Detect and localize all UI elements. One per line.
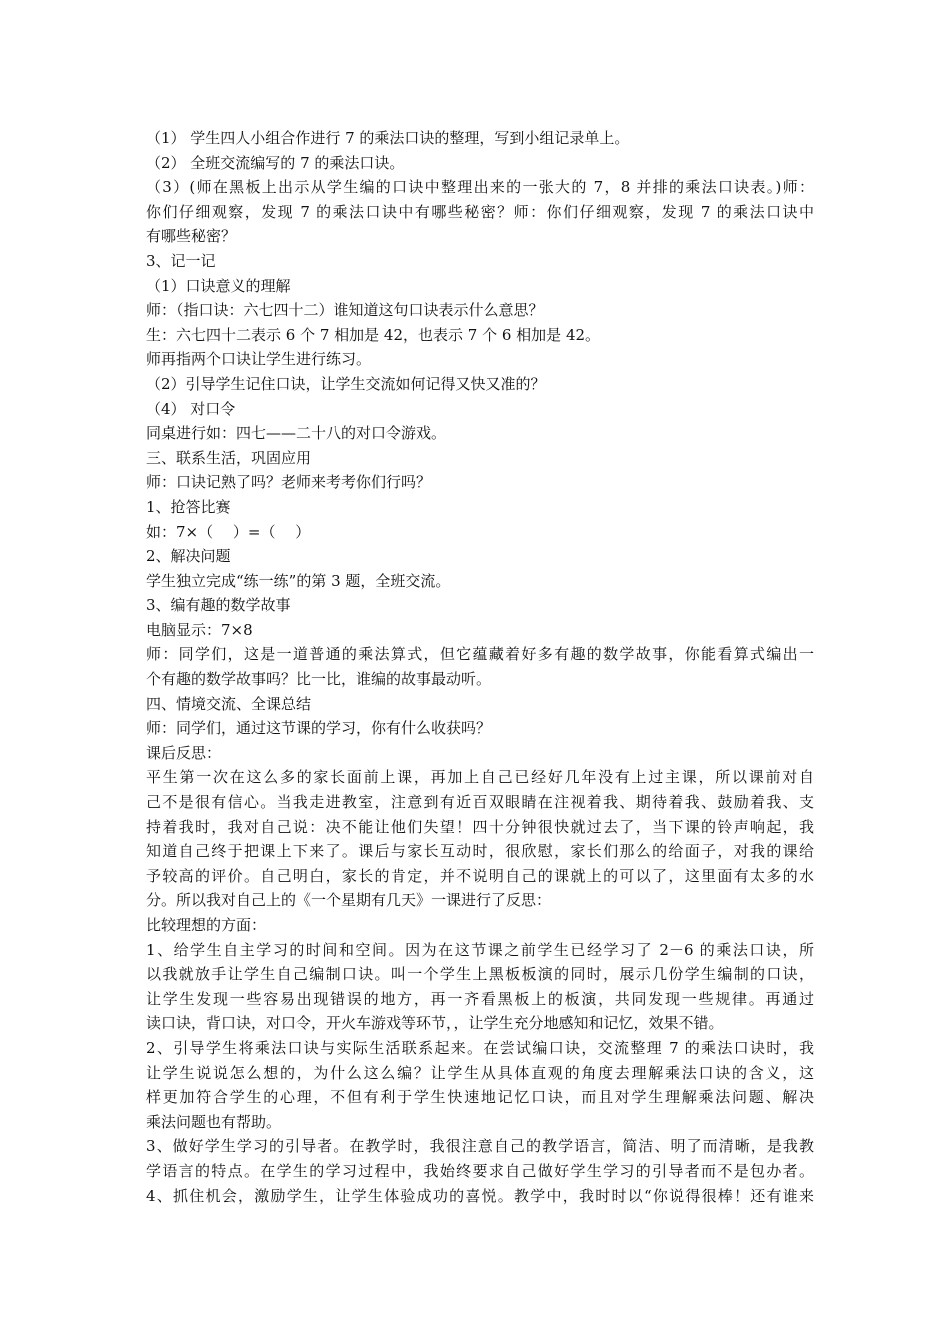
text-line: 乘法问题也有帮助。 (146, 1112, 282, 1131)
text-line: 2、引导学生将乘法口诀与实际生活联系起来。在尝试编口诀，交流整理 7 的乘法口诀时，我 (146, 1038, 814, 1057)
text-line: 以我就放手让学生自己编制口诀。叫一个学生上黑板板演的同时，展示几份学生编制的口诀， (146, 965, 814, 984)
text-line: （1）口诀意义的理解 (146, 276, 291, 295)
text-line: 师：同学们，通过这节课的学习，你有什么收获吗？ (146, 719, 492, 738)
text-line: 1、抢答比赛 (146, 497, 231, 516)
text-line: 同桌进行如：四七——二十八的对口令游戏。 (146, 424, 447, 443)
text-line: 予较高的评价。自己明白，家长的肯定，并不说明自己的课就上的可以了，这里面有太多的水 (146, 866, 814, 885)
text-line: 己不是很有信心。当我走进教室，注意到有近百双眼睛在注视着我、期待着我、鼓励着我、支 (146, 793, 814, 812)
text-line: 你们仔细观察，发现 7 的乘法口诀中有哪些秘密？师：你们仔细观察，发现 7 的乘法口诀中 (146, 202, 814, 221)
text-line: 持着我时，我对自己说：决不能让他们失望！四十分钟很快就过去了，当下课的铃声响起，我 (146, 817, 814, 836)
text-line: 2、解决问题 (146, 547, 231, 566)
text-line: （4） 对口令 (146, 399, 236, 418)
text-line: 让学生说说怎么想的，为什么这么编？让学生从具体直观的角度去理解乘法口诀的含义，这 (146, 1063, 814, 1082)
text-line: 师：口诀记熟了吗？老师来考考你们行吗？ (146, 473, 432, 492)
text-line: 比较理想的方面： (146, 916, 267, 934)
text-line: （1） 学生四人小组合作进行 7 的乘法口诀的整理，写到小组记录单上。 (146, 129, 630, 147)
text-line: 如：7×（ ）=（ ） (146, 522, 311, 541)
document-page (146, 126, 814, 1208)
text-line: （3）(师在黑板上出示从学生编的口诀中整理出来的一张大的 7，8 并排的乘法口诀表。)师： (146, 178, 814, 197)
text-line: 4、抓住机会，激励学生，让学生体验成功的喜悦。教学中，我时时以“你说得很棒！还有谁来 (146, 1186, 814, 1205)
text-line: 样更加符合学生的心理，不但有利于学生快速地记忆口诀，而且对学生理解乘法问题、解决 (146, 1088, 814, 1107)
text-line: 读口诀，背口诀，对口令，开火车游戏等环节，，让学生充分地感知和记忆，效果不错。 (146, 1014, 724, 1033)
text-line: 3、编有趣的数学故事 (146, 596, 291, 615)
text-line: 四、情境交流、全课总结 (146, 694, 312, 713)
text-line: 师：同学们，这是一道普通的乘法算式，但它蕴藏着好多有趣的数学故事，你能看算式编出一 (146, 645, 814, 664)
text-line: 师：（指口诀：六七四十二）谁知道这句口诀表示什么意思？ (146, 301, 544, 320)
text-line: 1、给学生自主学习的时间和空间。因为在这节课之前学生已经学习了 2－6 的乘法口诀，所 (146, 940, 814, 959)
text-line: 个有趣的数学故事吗？比一比，谁编的故事最动听。 (146, 670, 492, 689)
text-line: 电脑显示：7×8 (146, 620, 253, 639)
text-line: 师再指两个口诀让学生进行练习。 (146, 350, 372, 369)
text-line: （2） 全班交流编写的 7 的乘法口诀。 (146, 153, 405, 172)
text-line: 3、记一记 (146, 251, 216, 270)
text-line: 有哪些秘密？ (146, 227, 237, 246)
text-line: 课后反思： (146, 743, 222, 762)
text-line: （2）引导学生记住口诀，让学生交流如何记得又快又准的？ (146, 374, 546, 393)
text-line: 分。所以我对自己上的《一个星期有几天》一课进行了反思： (146, 891, 552, 910)
text-line: 平生第一次在这么多的家长面前上课，再加上自己已经好几年没有上过主课，所以课前对自 (146, 768, 814, 787)
text-line: 学生独立完成“练一练”的第 3 题，全班交流。 (146, 571, 451, 590)
text-line: 知道自己终于把课上下来了。课后与家长互动时，很欣慰，家长们那么的给面子，对我的课给 (146, 842, 814, 861)
text-line: 三、联系生活，巩固应用 (146, 448, 312, 467)
text-line: 让学生发现一些容易出现错误的地方，再一齐看黑板上的板演，共同发现一些规律。再通过 (146, 989, 814, 1008)
text-line: 3、做好学生学习的引导者。在教学时，我很注意自己的教学语言，简洁、明了而清晰，是我教 (146, 1137, 814, 1156)
text-line: 生：六七四十二表示 6 个 7 相加是 42，也表示 7 个 6 相加是 42。 (146, 325, 601, 344)
text-line: 学语言的特点。在学生的学习过程中，我始终要求自己做好学生学习的引导者而不是包办者。 (146, 1161, 814, 1180)
